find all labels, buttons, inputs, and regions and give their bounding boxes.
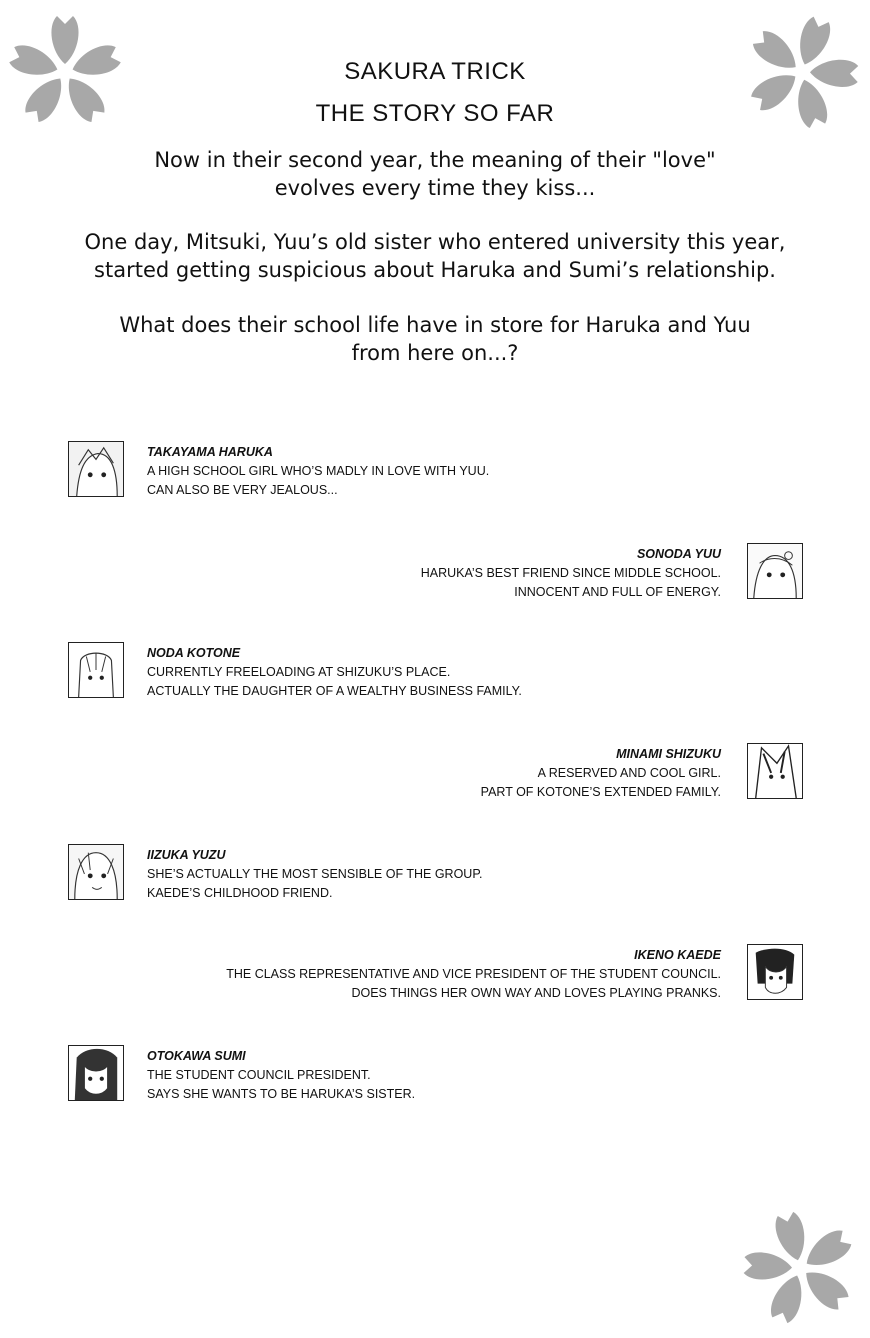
story-summary <box>0 228 870 284</box>
character-description: DOES THINGS HER OWN WAY AND LOVES PLAYING PRANKS. <box>351 986 721 1000</box>
page-subtitle: THE STORY SO FAR <box>315 100 555 127</box>
character-description: A RESERVED AND COOL GIRL. <box>537 766 721 780</box>
character-description: A HIGH SCHOOL GIRL WHO’S MADLY IN LOVE WITH YUU. <box>147 464 490 478</box>
story-line: evolves every time they kiss... <box>274 176 596 200</box>
character-description: PART OF KOTONE’S EXTENDED FAMILY. <box>480 785 721 799</box>
story-line: One day, Mitsuki, Yuu’s old sister who entered university this year, <box>84 230 786 254</box>
character-entry <box>68 844 768 904</box>
character-portrait <box>68 441 124 497</box>
character-entry <box>68 1045 768 1105</box>
character-portrait <box>68 844 124 900</box>
story-line: What does their school life have in store for Haruka and Yuu <box>119 313 751 337</box>
character-portrait <box>68 642 124 698</box>
character-name: TAKAYAMA HARUKA <box>147 445 273 459</box>
character-name: IIZUKA YUZU <box>147 848 226 862</box>
character-entry <box>68 642 768 702</box>
character-portrait <box>747 743 803 799</box>
character-portrait <box>747 543 803 599</box>
character-portrait <box>747 944 803 1000</box>
character-description: CURRENTLY FREELOADING AT SHIZUKU’S PLACE. <box>147 665 451 679</box>
character-name: SONODA YUU <box>636 547 721 561</box>
character-description: SAYS SHE WANTS TO BE HARUKA’S SISTER. <box>147 1087 416 1101</box>
character-name: OTOKAWA SUMI <box>147 1049 246 1063</box>
character-description: SHE’S ACTUALLY THE MOST SENSIBLE OF THE GROUP. <box>147 867 483 881</box>
character-description: ACTUALLY THE DAUGHTER OF A WEALTHY BUSINESS FAMILY. <box>147 684 522 698</box>
story-summary <box>0 146 870 202</box>
character-entry <box>68 441 768 501</box>
character-name: MINAMI SHIZUKU <box>616 747 721 761</box>
page-title: SAKURA TRICK <box>344 58 526 85</box>
character-name: NODA KOTONE <box>147 646 241 660</box>
story-line: from here on...? <box>351 341 519 365</box>
story-line: started getting suspicious about Haruka and Sumi’s relationship. <box>94 258 776 282</box>
character-name: IKENO KAEDE <box>634 948 721 962</box>
character-entry <box>68 543 803 603</box>
character-description: INNOCENT AND FULL OF ENERGY. <box>514 585 721 599</box>
character-portrait <box>68 1045 124 1101</box>
character-description: THE STUDENT COUNCIL PRESIDENT. <box>147 1068 371 1082</box>
character-description: THE CLASS REPRESENTATIVE AND VICE PRESIDENT OF THE STUDENT COUNCIL. <box>226 967 721 981</box>
sakura-flower-icon <box>740 1208 860 1328</box>
character-description: CAN ALSO BE VERY JEALOUS... <box>147 483 338 497</box>
character-entry <box>68 944 803 1004</box>
character-description: KAEDE’S CHILDHOOD FRIEND. <box>147 886 333 900</box>
character-entry <box>68 743 803 803</box>
story-line: Now in their second year, the meaning of their "love" <box>154 148 716 172</box>
character-description: HARUKA’S BEST FRIEND SINCE MIDDLE SCHOOL. <box>420 566 721 580</box>
story-summary <box>0 311 870 367</box>
